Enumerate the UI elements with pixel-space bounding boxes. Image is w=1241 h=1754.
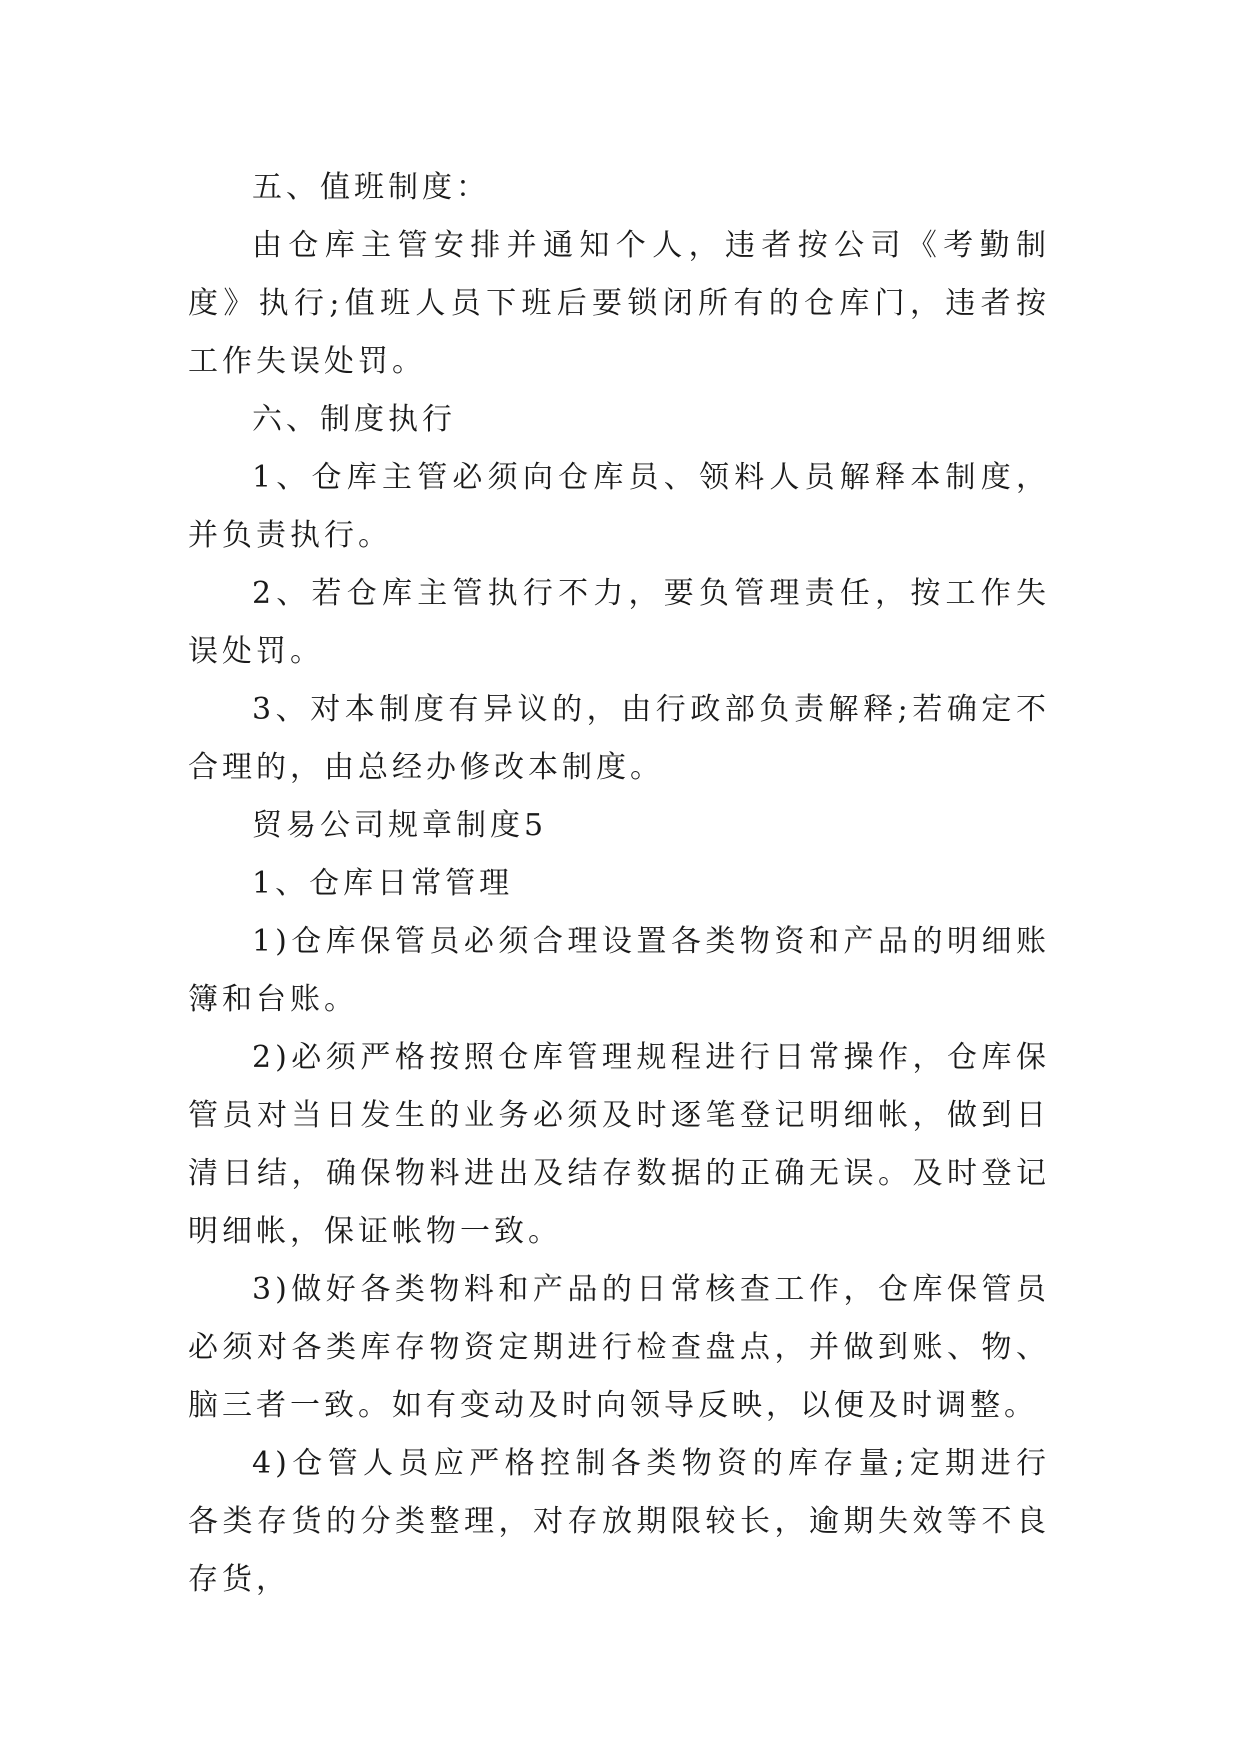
paragraph-enforcement-3: 3、对本制度有异议的，由行政部负责解释;若确定不合理的，由总经办修改本制度。 xyxy=(188,692,1050,785)
paragraph-item-4: 4)仓管人员应严格控制各类物资的库存量;定期进行各类存货的分类整理，对存放期限较长，逾期失效等不良存货， xyxy=(188,1446,1050,1597)
subsection-heading-daily-management: 1、仓库日常管理 xyxy=(252,866,514,901)
paragraph-enforcement-1: 1、仓库主管必须向仓库员、领料人员解释本制度，并负责执行。 xyxy=(188,460,1050,553)
paragraph-duty-rule: 由仓库主管安排并通知个人，违者按公司《考勤制度》执行;值班人员下班后要锁闭所有的仓库门，违者按工作失误处罚。 xyxy=(188,228,1050,379)
section-title-regulations-5: 贸易公司规章制度5 xyxy=(252,808,548,843)
paragraph-enforcement-2: 2、若仓库主管执行不力，要负管理责任，按工作失误处罚。 xyxy=(188,576,1050,669)
document-body xyxy=(188,159,1050,1609)
section-heading-enforcement: 六、制度执行 xyxy=(252,402,456,437)
paragraph-item-3: 3)做好各类物料和产品的日常核查工作，仓库保管员必须对各类库存物资定期进行检查盘点，并做到账、物、脑三者一致。如有变动及时向领导反映，以便及时调整。 xyxy=(188,1272,1050,1423)
paragraph-item-2: 2)必须严格按照仓库管理规程进行日常操作，仓库保管员对当日发生的业务必须及时逐笔登记明细帐，做到日清日结，确保物料进出及结存数据的正确无误。及时登记明细帐，保证帐物一致。 xyxy=(188,1040,1050,1249)
section-heading-duty: 五、值班制度： xyxy=(252,170,490,205)
paragraph-item-1: 1)仓库保管员必须合理设置各类物资和产品的明细账簿和台账。 xyxy=(188,924,1050,1017)
